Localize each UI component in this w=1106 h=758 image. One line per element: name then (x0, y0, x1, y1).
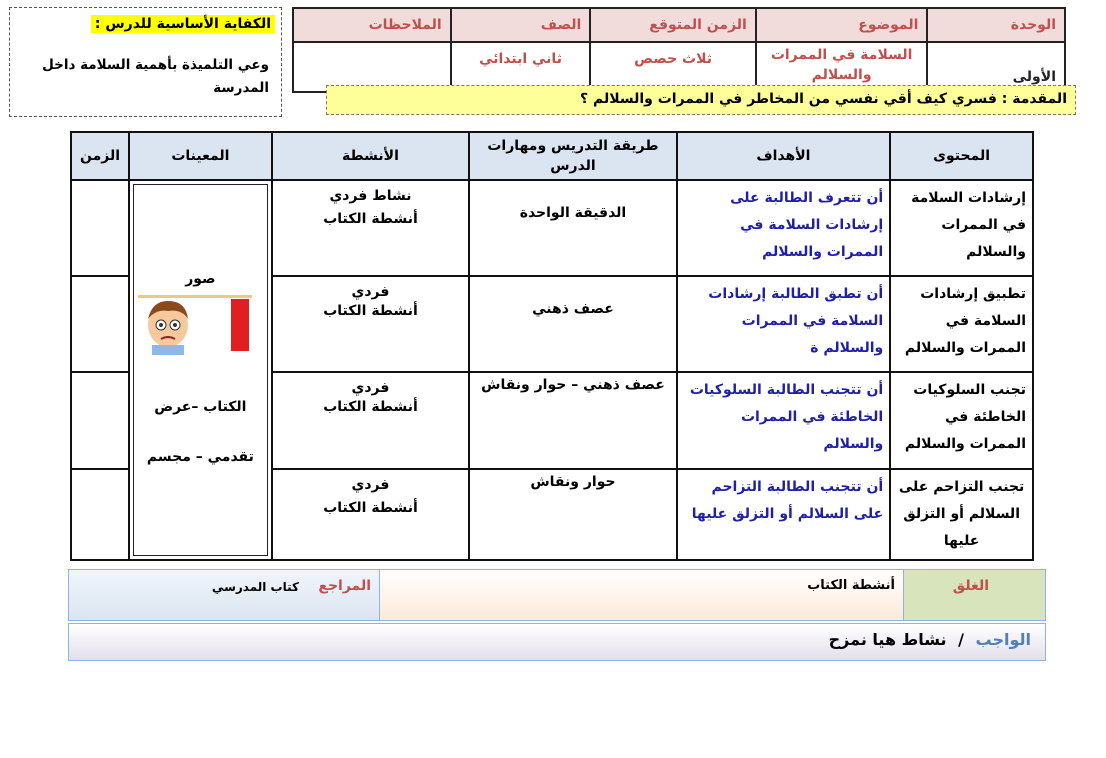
aids-line-1: الكتاب –عرض (154, 399, 247, 415)
closing-text: أنشطة الكتاب (807, 578, 895, 593)
row-method: عصف ذهني – حوار ونقاش (469, 372, 676, 469)
row-content: تجنب التزاحم على السلالم أو التزلق عليها (890, 469, 1033, 561)
row-content: تجنب السلوكيات الخاطئة في الممرات والسلالم (890, 372, 1033, 469)
aids-line-2: تقدمي – مجسم (146, 449, 254, 465)
closing-label-cell (900, 570, 1045, 620)
row-method: حوار ونقاش (469, 469, 676, 561)
duration-value: ثلاث حصص (590, 42, 756, 92)
competency-text: وعي التلميذة بأهمية السلامة داخل المدرسة (42, 57, 269, 96)
row-goal: أن تتعرف الطالبة على إرشادات السلامة في الممرات والسلالم (677, 180, 891, 276)
aids-frame (133, 184, 268, 556)
plan-header-content: المحتوى (890, 132, 1033, 180)
row-time (71, 372, 129, 469)
references-value: كتاب المدرسي (211, 580, 299, 594)
homework-label: الواجب (975, 630, 1031, 649)
row-method: الدقيقة الواحدة (469, 180, 676, 276)
unit-value: الأولى (927, 42, 1065, 92)
lesson-info-table (292, 7, 1066, 93)
references-cell (69, 570, 379, 620)
intro-bar: المقدمة : فسري كيف أقي نفسي من المخاطر في الممرات والسلالم ؟ (326, 85, 1076, 115)
col-subject-header: الموضوع (756, 8, 928, 42)
closing-activities-cell (379, 570, 904, 620)
plan-header-aids: المعينات (129, 132, 272, 180)
closing-section (68, 569, 1046, 621)
col-duration-header: الزمن المتوقع (590, 8, 756, 42)
plan-header-row (71, 132, 1033, 180)
col-notes-header: الملاحظات (293, 8, 451, 42)
lesson-info-header-row (293, 8, 1065, 42)
aids-cell (129, 180, 272, 560)
row-activities (272, 372, 470, 469)
plan-row (71, 180, 1033, 276)
row-method: عصف ذهني (469, 276, 676, 373)
row-activity-secondary: أنشطة الكتاب (323, 499, 418, 516)
row-time (71, 469, 129, 561)
plan-header-goals: الأهداف (677, 132, 891, 180)
plan-header-method: طريقة التدريس ومهارات الدرس (469, 132, 676, 180)
row-time (71, 180, 129, 276)
col-unit-header: الوحدة (927, 8, 1065, 42)
aids-pictures-label: صور (185, 271, 216, 287)
subject-value: السلامة في الممرات والسلالم (756, 42, 928, 92)
closing-label: الغلق (952, 578, 989, 594)
row-activities (272, 276, 470, 373)
competency-box (9, 7, 282, 117)
homework-separator: / (958, 630, 964, 649)
col-grade-header: الصف (451, 8, 591, 42)
row-goal: أن تطبق الطالبة إرشادات السلامة في الممرات والسلالم ة (677, 276, 891, 373)
row-activity-primary: نشاط فردي (329, 188, 412, 204)
row-activity-secondary: أنشطة الكتاب (323, 302, 418, 319)
row-activity-secondary: أنشطة الكتاب (323, 399, 418, 415)
competency-title: الكفاية الأساسية للدرس : (91, 15, 275, 33)
row-activity-primary: فردي (351, 283, 390, 300)
lesson-plan-table (70, 131, 1034, 561)
row-activities (272, 469, 470, 561)
homework-text: نشاط هيا نمزح (828, 630, 947, 649)
row-activities (272, 180, 470, 276)
row-activity-primary: فردي (351, 380, 390, 396)
row-activity-primary: فردي (351, 476, 390, 493)
homework-bar (68, 623, 1046, 661)
plan-header-activities: الأنشطة (272, 132, 470, 180)
plan-header-time: الزمن (71, 132, 129, 180)
row-content: إرشادات السلامة في الممرات والسلالم (890, 180, 1033, 276)
row-goal: أن تتجنب الطالبة السلوكيات الخاطئة في الممرات والسلالم (677, 372, 891, 469)
row-activity-secondary: أنشطة الكتاب (323, 211, 418, 227)
student-picture-icon (138, 295, 252, 355)
row-content: تطبيق إرشادات السلامة في الممرات والسلالم (890, 276, 1033, 373)
grade-value: ثاني ابتدائي (451, 42, 591, 92)
row-goal: أن تتجنب الطالبة التزاحم على السلالم أو التزلق عليها (677, 469, 891, 561)
references-label: المراجع (318, 578, 371, 594)
row-time (71, 276, 129, 373)
